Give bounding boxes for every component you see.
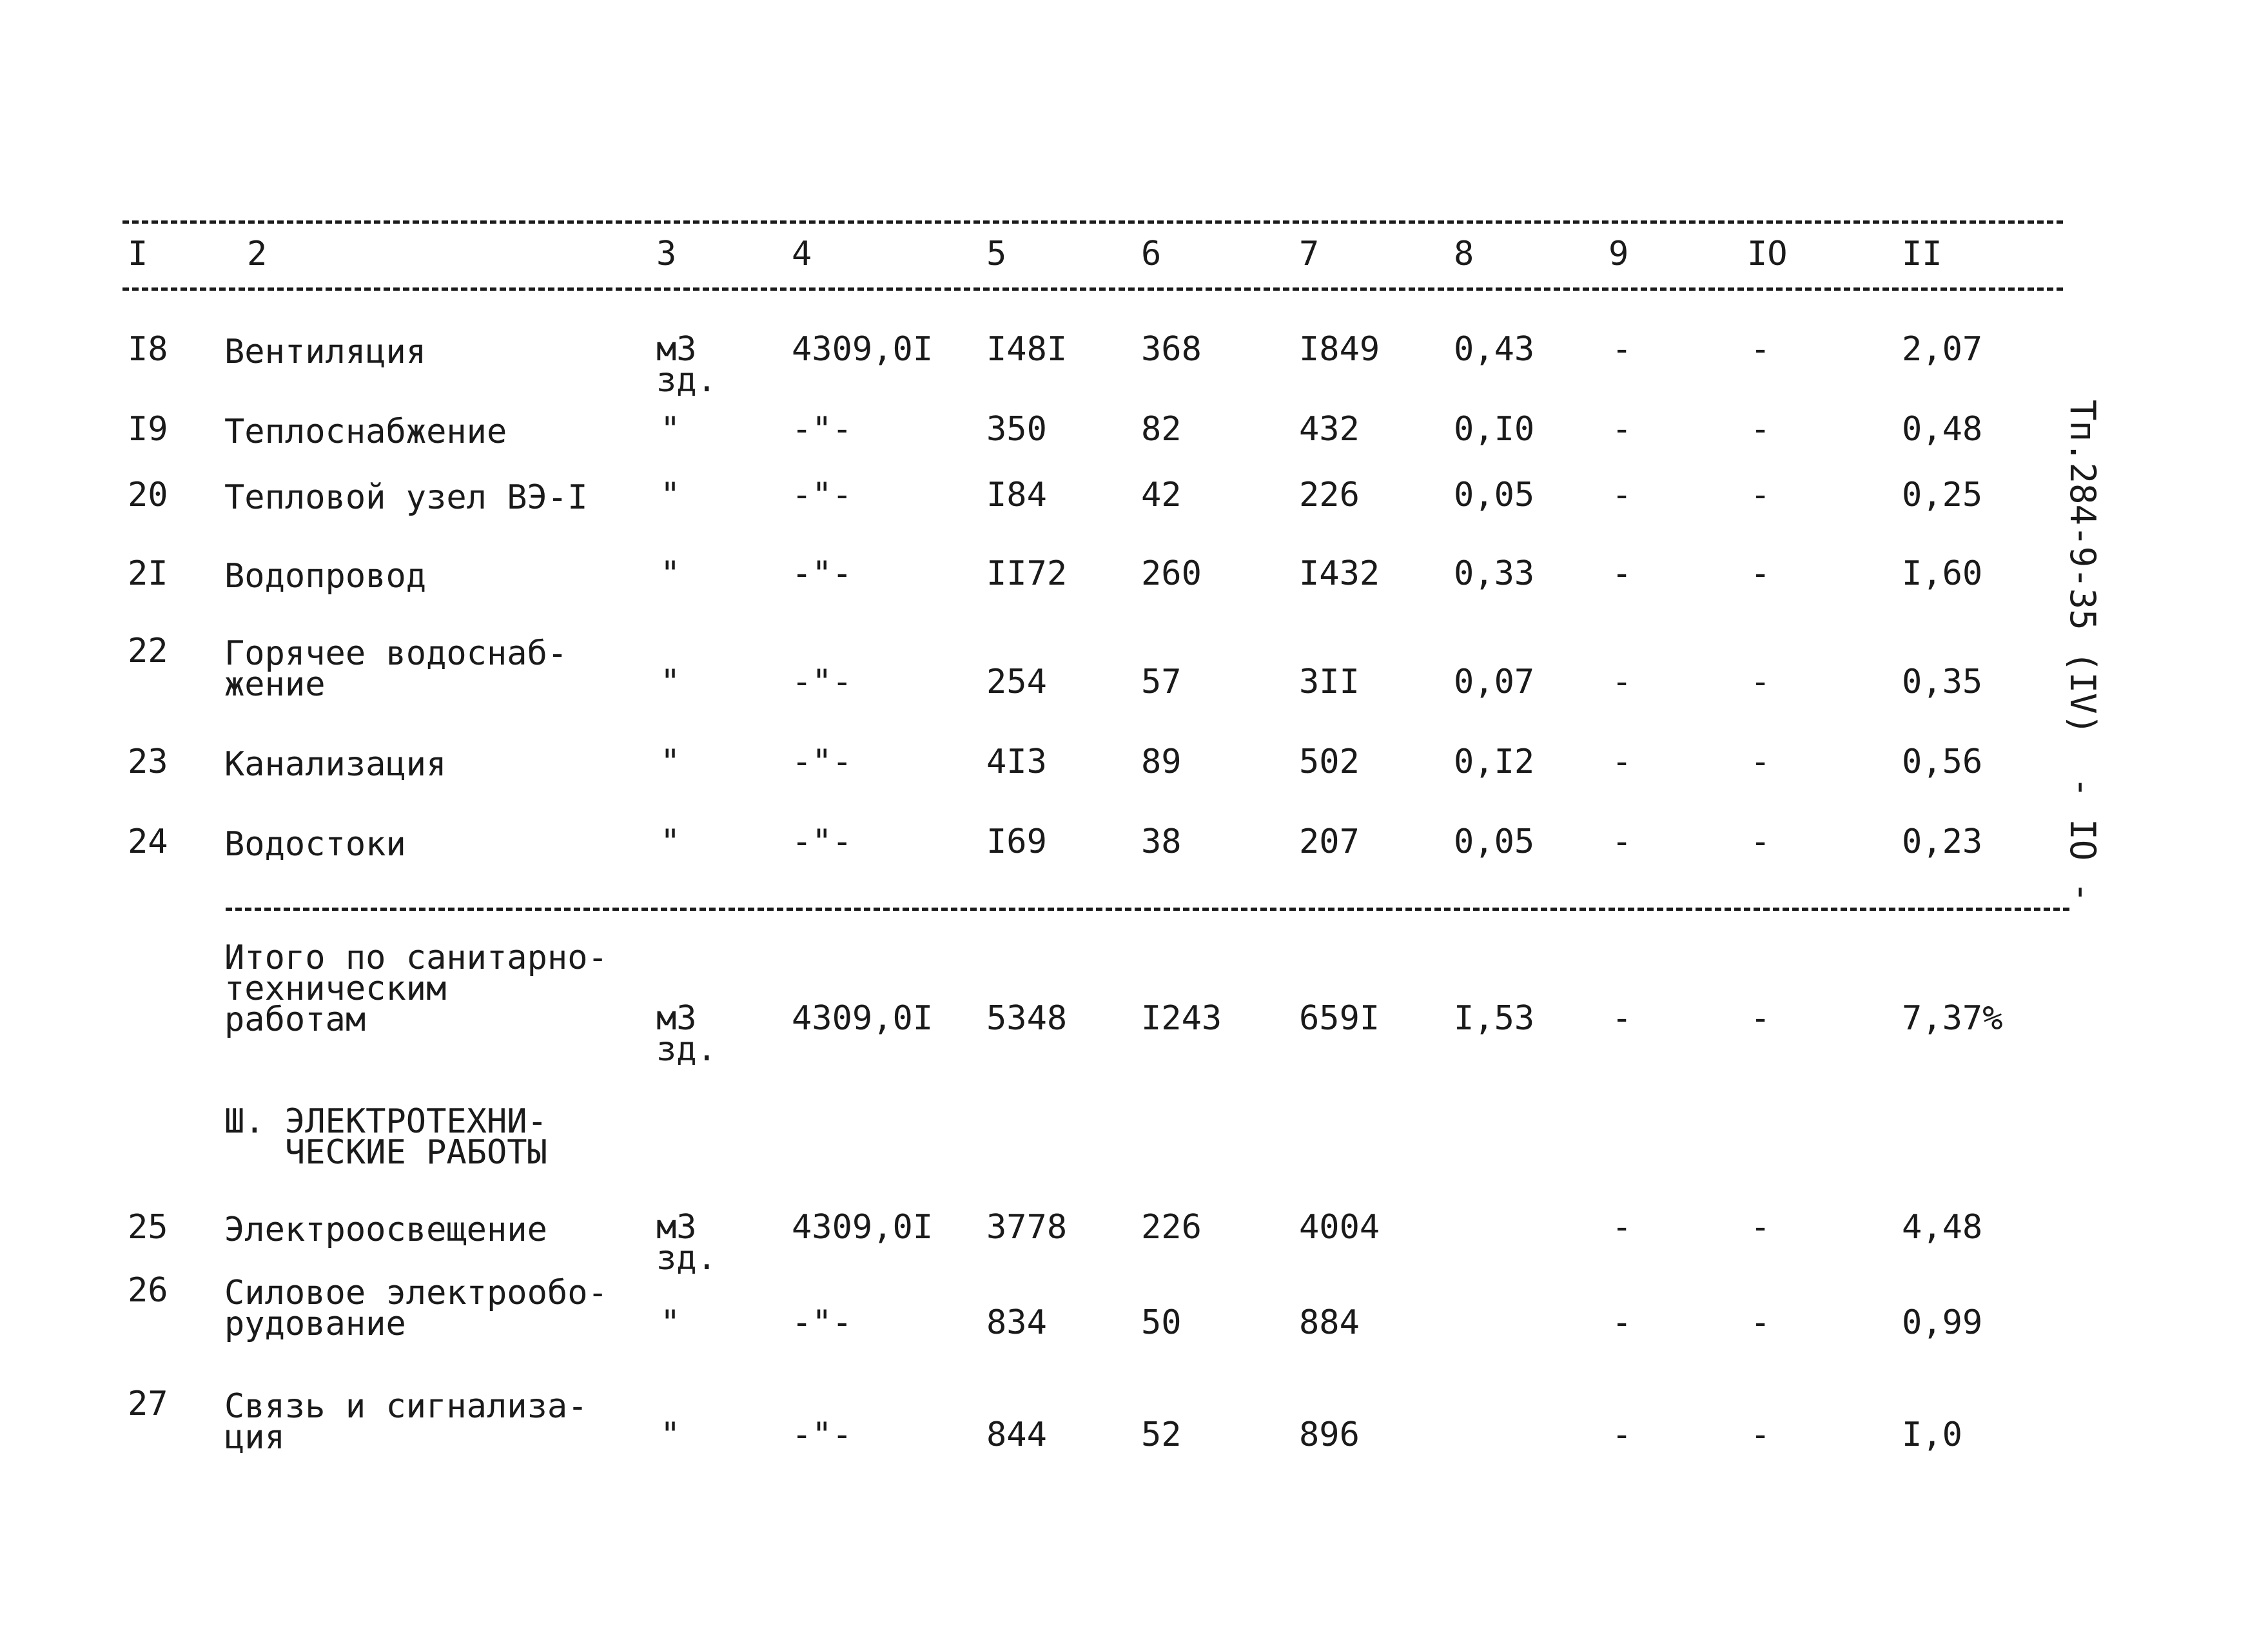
row-name: Электроосвещение [224, 1211, 547, 1249]
row-number: 20 [128, 476, 168, 514]
row-col-9: - [1612, 1303, 1632, 1342]
header-col-2: 2 [247, 235, 268, 273]
row-number: 2I [128, 554, 168, 593]
row-col-11: 4,48 [1902, 1208, 1983, 1247]
row-col-7: 502 [1299, 743, 1360, 781]
row-number: 23 [128, 743, 168, 781]
row-unit: " [660, 410, 681, 449]
row-name: Водопровод [224, 557, 427, 596]
header-col-5: 5 [986, 235, 1007, 273]
row-col-9: - [1612, 476, 1632, 514]
row-col-8: 0,I0 [1454, 410, 1535, 449]
header-bottom-rule [122, 287, 2063, 291]
row-unit: " [660, 1303, 681, 1342]
row-col-10: - [1750, 554, 1771, 593]
row-quantity: 4309,0I [792, 330, 934, 369]
row-unit: " [660, 1416, 681, 1454]
header-top-rule [122, 220, 2063, 224]
row-unit: м3 зд. [656, 1208, 717, 1278]
row-col-9: - [1612, 554, 1632, 593]
subtotal-name: Итого по санитарно- техническим работам [224, 939, 608, 1039]
row-col-6: 52 [1141, 1416, 1182, 1454]
header-col-1: I [128, 235, 148, 273]
row-col-10: - [1750, 663, 1771, 701]
row-col-7: I432 [1299, 554, 1380, 593]
row-col-11: I,60 [1902, 554, 1983, 593]
row-col-6: 50 [1141, 1303, 1182, 1342]
row-col-6: 82 [1141, 410, 1182, 449]
row-col-5: 350 [986, 410, 1047, 449]
row-name: Вентиляция [224, 333, 427, 371]
row-quantity: -"- [792, 1303, 852, 1342]
header-col-9: 9 [1608, 235, 1629, 273]
row-col-5: I84 [986, 476, 1047, 514]
row-quantity: 4309,0I [792, 1208, 934, 1247]
row-col-11: 0,35 [1902, 663, 1983, 701]
header-col-8: 8 [1454, 235, 1474, 273]
row-col-6: 42 [1141, 476, 1182, 514]
row-col-11: 2,07 [1902, 330, 1983, 369]
row-quantity: -"- [792, 554, 852, 593]
row-col-6: 368 [1141, 330, 1202, 369]
row-col-6: 89 [1141, 743, 1182, 781]
row-col-9: - [1612, 1416, 1632, 1454]
row-col-5: I48I [986, 330, 1068, 369]
row-name: Водостоки [224, 825, 406, 864]
row-col-10: - [1750, 1208, 1771, 1247]
row-col-7: 3II [1299, 663, 1360, 701]
row-col-10: - [1750, 476, 1771, 514]
row-name: Тепловой узел ВЭ-I [224, 478, 588, 517]
row-name: Силовое электрообо- рудование [224, 1274, 608, 1343]
header-col-4: 4 [792, 235, 812, 273]
subtotal-col-7: 659I [1299, 999, 1380, 1038]
section-heading: Ш. ЭЛЕКТРОТЕХНИ- ЧЕСКИЕ РАБОТЫ [224, 1102, 547, 1172]
row-col-5: 254 [986, 663, 1047, 701]
row-col-11: 0,48 [1902, 410, 1983, 449]
header-col-3: 3 [656, 235, 677, 273]
subtotal-col-6: I243 [1141, 999, 1222, 1038]
row-col-10: - [1750, 410, 1771, 449]
row-quantity: -"- [792, 743, 852, 781]
row-unit: " [660, 476, 681, 514]
row-col-11: 0,56 [1902, 743, 1983, 781]
row-col-8: 0,05 [1454, 822, 1535, 861]
header-col-6: 6 [1141, 235, 1162, 273]
row-col-5: 4I3 [986, 743, 1047, 781]
row-number: 27 [128, 1385, 168, 1423]
row-col-5: 834 [986, 1303, 1047, 1342]
row-col-9: - [1612, 743, 1632, 781]
row-name: Горячее водоснаб- жение [224, 634, 568, 704]
side-document-code: Тп.284-9-35 (IV) - IO - [2062, 400, 2103, 903]
row-col-7: 432 [1299, 410, 1360, 449]
row-col-5: I69 [986, 822, 1047, 861]
row-col-10: - [1750, 1303, 1771, 1342]
subtotal-rule [226, 908, 2069, 911]
subtotal-col-11: 7,37% [1902, 999, 2003, 1038]
row-unit: " [660, 663, 681, 701]
row-quantity: -"- [792, 410, 852, 449]
header-col-10: IO [1747, 235, 1788, 273]
header-col-7: 7 [1299, 235, 1320, 273]
row-quantity: -"- [792, 822, 852, 861]
row-col-7: 226 [1299, 476, 1360, 514]
subtotal-col-9: - [1612, 999, 1632, 1038]
row-col-9: - [1612, 663, 1632, 701]
row-number: I9 [128, 410, 168, 449]
row-quantity: -"- [792, 663, 852, 701]
row-number: 25 [128, 1208, 168, 1247]
row-unit: " [660, 743, 681, 781]
header-col-11: II [1902, 235, 1942, 273]
row-col-8: 0,43 [1454, 330, 1535, 369]
row-quantity: -"- [792, 1416, 852, 1454]
row-col-8: 0,07 [1454, 663, 1535, 701]
row-col-11: 0,23 [1902, 822, 1983, 861]
row-col-8: 0,05 [1454, 476, 1535, 514]
subtotal-quantity: 4309,0I [792, 999, 934, 1038]
row-unit: " [660, 822, 681, 861]
row-col-7: I849 [1299, 330, 1380, 369]
row-col-5: II72 [986, 554, 1068, 593]
row-number: 24 [128, 822, 168, 861]
row-col-9: - [1612, 822, 1632, 861]
row-col-9: - [1612, 330, 1632, 369]
row-number: I8 [128, 330, 168, 369]
row-col-6: 38 [1141, 822, 1182, 861]
row-number: 22 [128, 632, 168, 670]
row-col-7: 207 [1299, 822, 1360, 861]
row-col-10: - [1750, 822, 1771, 861]
row-col-8: 0,33 [1454, 554, 1535, 593]
subtotal-col-5: 5348 [986, 999, 1068, 1038]
row-col-7: 884 [1299, 1303, 1360, 1342]
subtotal-unit: м3 зд. [656, 999, 717, 1069]
row-quantity: -"- [792, 476, 852, 514]
row-col-11: I,0 [1902, 1416, 1962, 1454]
row-col-6: 260 [1141, 554, 1202, 593]
row-col-9: - [1612, 410, 1632, 449]
row-col-6: 57 [1141, 663, 1182, 701]
row-col-7: 4004 [1299, 1208, 1380, 1247]
row-col-8: 0,I2 [1454, 743, 1535, 781]
row-col-6: 226 [1141, 1208, 1202, 1247]
row-col-10: - [1750, 743, 1771, 781]
row-col-11: 0,25 [1902, 476, 1983, 514]
row-col-9: - [1612, 1208, 1632, 1247]
row-name: Теплоснабжение [224, 413, 507, 451]
row-col-10: - [1750, 330, 1771, 369]
row-col-10: - [1750, 1416, 1771, 1454]
row-col-7: 896 [1299, 1416, 1360, 1454]
row-number: 26 [128, 1271, 168, 1310]
subtotal-col-8: I,53 [1454, 999, 1535, 1038]
subtotal-col-10: - [1750, 999, 1771, 1038]
row-name: Канализация [224, 745, 447, 784]
row-col-5: 3778 [986, 1208, 1068, 1247]
row-col-5: 844 [986, 1416, 1047, 1454]
row-unit: м3 зд. [656, 330, 717, 400]
row-name: Связь и сигнализа- ция [224, 1387, 588, 1457]
row-col-11: 0,99 [1902, 1303, 1983, 1342]
row-unit: " [660, 554, 681, 593]
